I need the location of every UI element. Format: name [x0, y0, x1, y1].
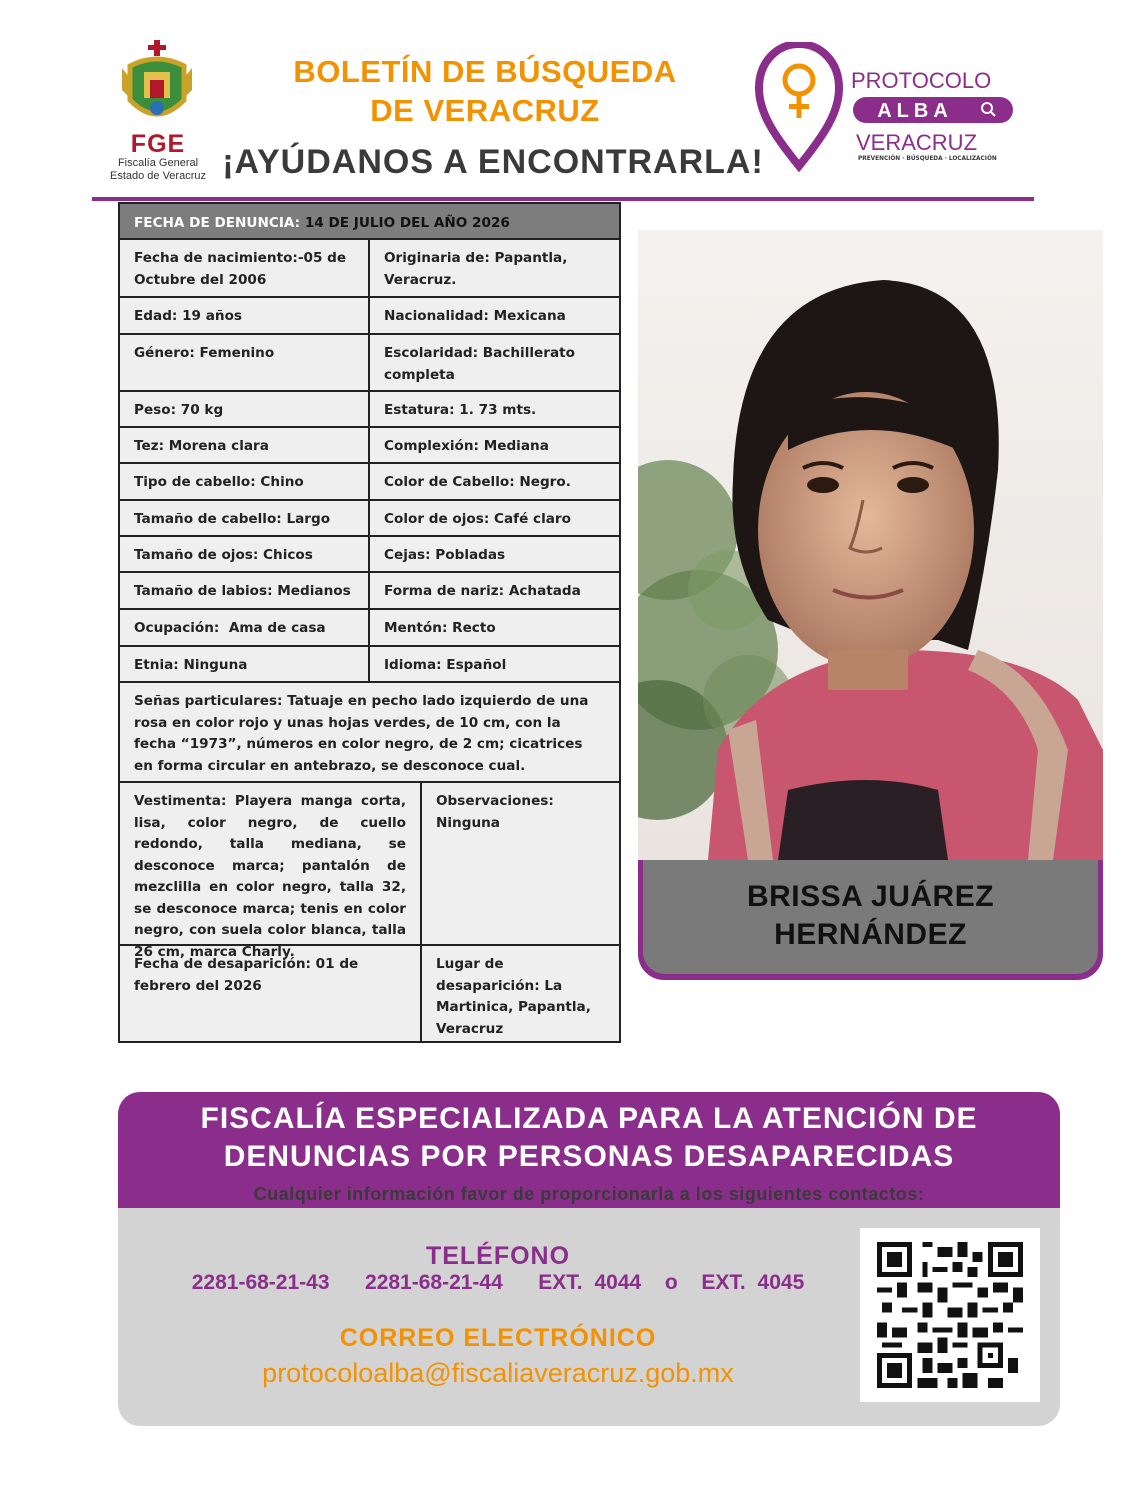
- disappearance-row: [120, 946, 619, 1041]
- detail-height: Estatura: 1. 73 mts.: [384, 402, 537, 418]
- phone-numbers[interactable]: 2281-68-21-43 2281-68-21-44 EXT. 4044 o EXT. 4045: [191, 1271, 805, 1294]
- person-name-line1: BRISSA JUÁREZ: [746, 880, 995, 913]
- features-row: [120, 683, 619, 783]
- table-row: [120, 537, 619, 573]
- help-find-her-heading: ¡AYÚDANOS A ENCONTRARLA!: [222, 143, 764, 181]
- report-date-label: FECHA DE DENUNCIA:: [134, 215, 301, 231]
- missing-person-details-table: [118, 202, 621, 1043]
- qr-code-box: [860, 1228, 1040, 1402]
- table-row: [120, 647, 619, 683]
- agency-name-line2: DENUNCIAS POR PERSONAS DESAPARECIDAS: [223, 1140, 955, 1173]
- fge-acronym: FGE: [130, 130, 186, 158]
- detail-birth-date: Fecha de nacimiento:-05 de Octubre del 2006: [120, 240, 370, 296]
- detail-clothing: Vestimenta: Playera manga corta, lisa, color negro, de cuello redondo, talla mediana, se desconoce marca; pantalón de mezclilla en color negro, talla 32, se desconoce marca; tenis en color negro, con suela color blanca, talla 26 cm, marca Charly.: [120, 783, 422, 944]
- detail-weight: Peso: 70 kg: [120, 392, 370, 426]
- detail-hair-color: Color de Cabello: Negro.: [384, 474, 571, 490]
- detail-complexion-color: Tez: Morena clara: [120, 428, 370, 462]
- detail-language: Idioma: Español: [384, 657, 507, 673]
- detail-gender: Género: Femenino: [120, 335, 370, 390]
- person-name: [643, 878, 1098, 954]
- table-row: [120, 335, 619, 392]
- detail-hair-length: Tamaño de cabello: Largo: [120, 501, 370, 535]
- detail-hair-type: Tipo de cabello: Chino: [120, 464, 370, 499]
- clothing-row: [120, 783, 619, 960]
- detail-lip-size: Tamaño de labios: Medianos: [120, 573, 370, 608]
- protocol-line1: PROTOCOLO: [851, 68, 992, 93]
- detail-occupation: Ocupación: Ama de casa: [120, 610, 370, 645]
- detail-ethnicity: Etnia: Ninguna: [120, 647, 370, 681]
- fge-name-line1: Fiscalía General: [117, 157, 199, 169]
- table-row: [120, 610, 619, 647]
- report-date-row: [120, 204, 619, 240]
- detail-eyebrows: Cejas: Pobladas: [384, 547, 506, 563]
- detail-origin: Originaria de: Papantla, Veracruz.: [384, 250, 568, 288]
- person-name-line2: HERNÁNDEZ: [774, 918, 967, 951]
- detail-observations: Observaciones: Ninguna: [436, 793, 554, 831]
- fge-full-name: [100, 157, 216, 183]
- detail-chin: Mentón: Recto: [384, 620, 496, 636]
- table-row: [120, 392, 619, 428]
- photo-frame: [638, 230, 1103, 980]
- table-row: [120, 428, 619, 464]
- detail-nationality: Nacionalidad: Mexicana: [384, 308, 566, 324]
- bulletin-title-line1: BOLETÍN DE BÚSQUEDA: [293, 54, 677, 89]
- email-address[interactable]: protocoloalba@fiscaliaveracruz.gob.mx: [262, 1358, 734, 1388]
- fge-name-line2: Estado de Veracruz: [109, 170, 206, 182]
- table-row: [120, 501, 619, 537]
- contact-instructions: Cualquier información favor de proporcionarla a los siguientes contactos:: [253, 1184, 925, 1204]
- footer-agency-banner: [118, 1092, 1060, 1210]
- qr-code-icon[interactable]: [876, 1242, 1024, 1388]
- report-date-value: 14 DE JULIO DEL AÑO 2026: [304, 215, 510, 231]
- detail-eye-color: Color de ojos: Café claro: [384, 511, 571, 527]
- agency-name: [118, 1100, 1060, 1176]
- detail-disappearance-date: Fecha de desaparición: 01 de febrero del 2026: [120, 946, 422, 1041]
- table-row: [120, 298, 619, 335]
- missing-person-photo: [638, 230, 1103, 860]
- detail-build: Complexión: Mediana: [384, 438, 549, 454]
- detail-education: Escolaridad: Bachillerato completa: [384, 345, 575, 383]
- table-row: [120, 464, 619, 501]
- detail-distinguishing-marks: Señas particulares: Tatuaje en pecho lado izquierdo de una rosa en color rojo y unas hojas verdes, de 10 cm, con la fecha “1973”, números en color negro, de 2 cm; cicatrices en forma circular en antebrazo, se desconoce cual.: [134, 693, 589, 774]
- email-label: CORREO ELECTRÓNICO: [339, 1324, 657, 1352]
- bulletin-title: [250, 52, 720, 130]
- person-name-box: [643, 860, 1098, 974]
- agency-name-line1: FISCALÍA ESPECIALIZADA PARA LA ATENCIÓN DE: [200, 1102, 978, 1135]
- detail-disappearance-place: Lugar de desaparición: La Martinica, Papantla, Veracruz: [436, 956, 591, 1037]
- protocol-tagline: PREVENCIÓN · BÚSQUEDA · LOCALIZACIÓN: [858, 156, 997, 162]
- header-divider: [92, 197, 1034, 201]
- table-row: [120, 240, 619, 298]
- protocolo-alba-logo: [755, 42, 1025, 172]
- protocol-line2: ALBA: [877, 100, 953, 122]
- protocol-line3: VERACRUZ: [856, 130, 978, 155]
- detail-age: Edad: 19 años: [120, 298, 370, 333]
- contact-panel: [118, 1208, 1060, 1426]
- phone-label: TELÉFONO: [425, 1242, 571, 1270]
- detail-nose-shape: Forma de nariz: Achatada: [384, 583, 581, 599]
- bulletin-title-line2: DE VERACRUZ: [370, 93, 600, 128]
- table-row: [120, 573, 619, 610]
- detail-eye-size: Tamaño de ojos: Chicos: [120, 537, 370, 571]
